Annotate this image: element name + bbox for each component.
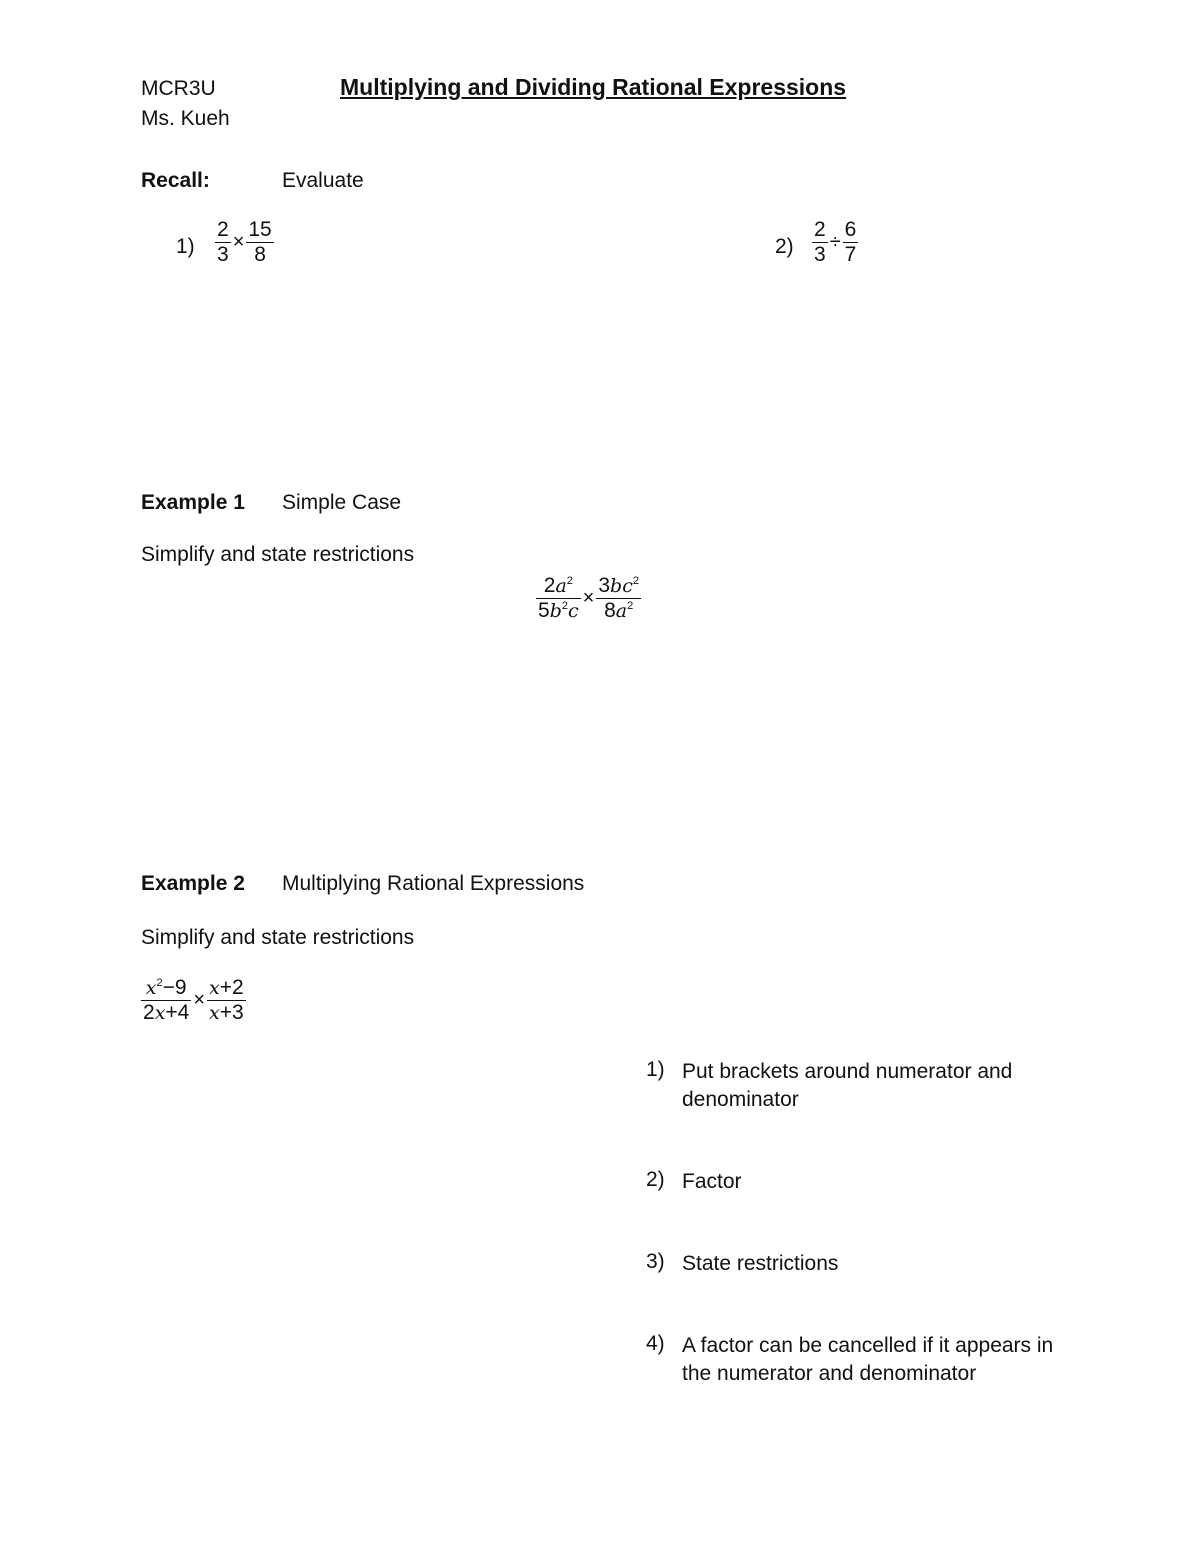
example2-label: Example 2 [141,872,245,895]
example2-instruction: Simplify and state restrictions [141,926,415,949]
denominator: 2x+4 [143,1001,190,1025]
recall-instruction: Evaluate [282,169,364,192]
operator: × [582,587,595,610]
numerator: x+2 [207,976,246,1001]
operator: ÷ [829,231,841,254]
recall-label: Recall: [141,169,210,192]
recall-q1-number: 1) [176,235,195,258]
denominator: 3 [814,243,826,267]
numerator: $x^2-9$ [141,976,191,1001]
step-number: 2) [646,1168,665,1191]
example2-subtitle: Multiplying Rational Expressions [282,872,585,895]
numerator: 15 [246,218,273,243]
example1-expression [536,574,641,623]
example1-instruction: Simplify and state restrictions [141,543,415,566]
fraction [812,218,828,267]
example1-subtitle: Simple Case [282,491,402,514]
denominator: 8 [254,243,266,267]
denominator: 7 [844,243,857,267]
fraction [536,574,581,623]
denominator: x+3 [209,1001,244,1025]
fraction [246,218,273,267]
fraction [843,218,859,267]
page-title: Multiplying and Dividing Rational Expressions [340,74,847,100]
recall-q1-expression [215,218,274,267]
recall-q2-expression [812,218,858,267]
step-text: Factor [682,1170,742,1193]
fraction [141,976,191,1025]
example2-expression [141,976,246,1025]
numerator: 6 [843,218,859,243]
numerator: 2 [215,218,231,243]
step-text: Put brackets around numerator and denominator [682,1060,1013,1111]
fraction [207,976,246,1025]
step-text: A factor can be cancelled if it appears in the numerator and denominator [682,1334,1054,1385]
operator: × [232,231,245,254]
operator: × [193,989,206,1012]
denominator: $8a^2$ [604,599,634,623]
denominator: 3 [217,243,229,267]
numerator: 2 [812,218,828,243]
step-number: 3) [646,1250,665,1273]
denominator: $5b^2c$ [538,599,579,623]
numerator: $2a^2$ [536,574,581,599]
numerator: $3bc^2$ [596,574,641,599]
example1-label: Example 1 [141,491,245,514]
teacher-name: Ms. Kueh [141,107,230,130]
course-code: MCR3U [141,77,216,100]
step-number: 4) [646,1332,665,1355]
step-number: 1) [646,1058,665,1081]
recall-q2-number: 2) [775,235,794,258]
fraction [215,218,231,267]
fraction [596,574,641,623]
step-text: State restrictions [682,1252,839,1275]
